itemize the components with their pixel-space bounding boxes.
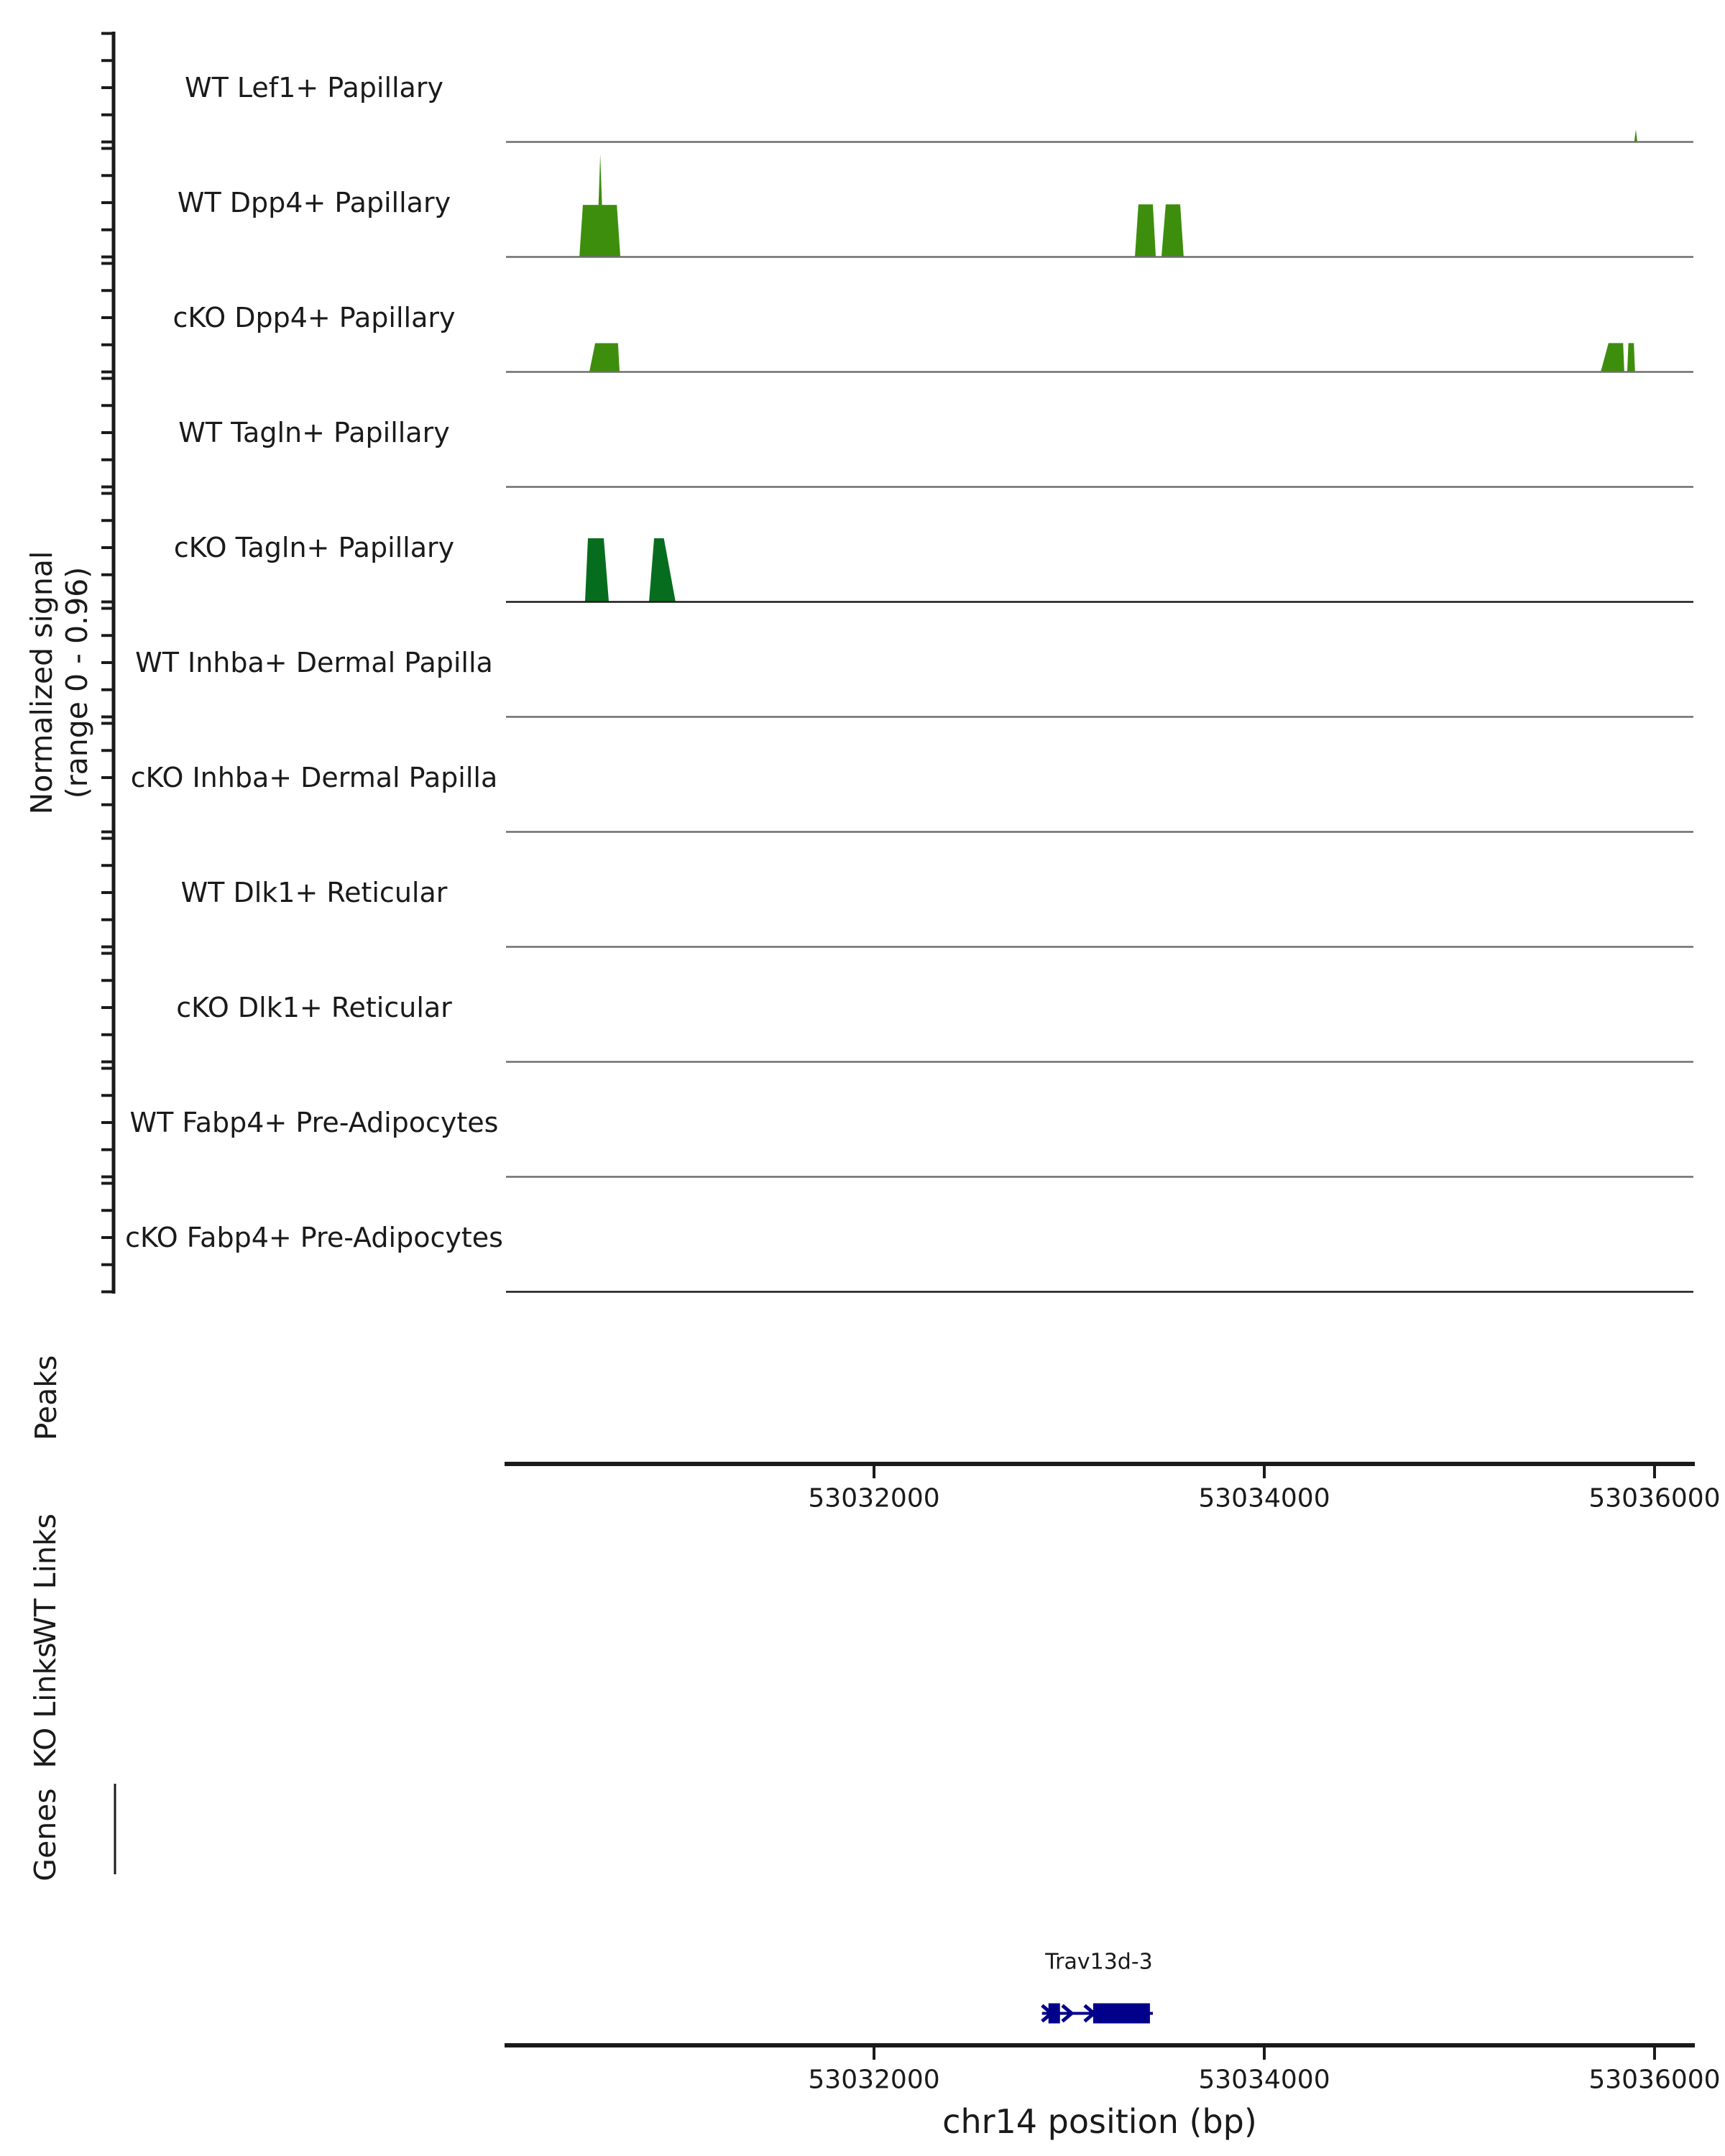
x-axis-tick-label: 53032000	[808, 1483, 940, 1514]
section-label-ko-links: KO Links	[28, 1642, 63, 1769]
coverage-peak	[1135, 204, 1156, 257]
track-label: WT Dpp4+ Papillary	[177, 187, 451, 218]
track-label: cKO Dlk1+ Reticular	[176, 992, 452, 1023]
track-label: cKO Fabp4+ Pre-Adipocytes	[125, 1222, 503, 1253]
x-axis-tick-label: 53036000	[1588, 2065, 1721, 2095]
y-axis-label-line1: Normalized signal	[24, 550, 59, 815]
x-axis-tick-label: 53032000	[808, 2065, 940, 2095]
x-axis-title: chr14 position (bp)	[942, 2102, 1257, 2141]
track-label: WT Fabp4+ Pre-Adipocytes	[129, 1107, 499, 1138]
gene-exon	[1093, 2004, 1150, 2024]
section-label-wt-links: WT Links	[28, 1514, 63, 1646]
track-label: WT Lef1+ Papillary	[185, 72, 443, 103]
y-axis-label-line2: (range 0 - 0.96)	[60, 566, 94, 799]
track-label: WT Tagln+ Papillary	[178, 417, 450, 448]
track-label: cKO Inhba+ Dermal Papilla	[130, 762, 498, 793]
x-axis-tick-label: 53036000	[1588, 1483, 1721, 1514]
coverage-peak	[1627, 343, 1635, 372]
gene-name-label: Trav13d-3	[1045, 1949, 1153, 1975]
gene-exon	[1049, 2004, 1060, 2024]
track-label: cKO Dpp4+ Papillary	[172, 302, 456, 333]
coverage-peak	[579, 205, 620, 257]
track-label: cKO Tagln+ Papillary	[173, 532, 455, 563]
section-label-peaks: Peaks	[29, 1355, 63, 1441]
x-axis-tick-label: 53034000	[1198, 2065, 1330, 2095]
track-label: WT Inhba+ Dermal Papilla	[135, 647, 493, 678]
gene-model	[1042, 2004, 1153, 2024]
section-label-genes: Genes	[28, 1788, 63, 1881]
x-axis-tick-label: 53034000	[1198, 1483, 1330, 1514]
track-label: WT Dlk1+ Reticular	[180, 877, 448, 908]
